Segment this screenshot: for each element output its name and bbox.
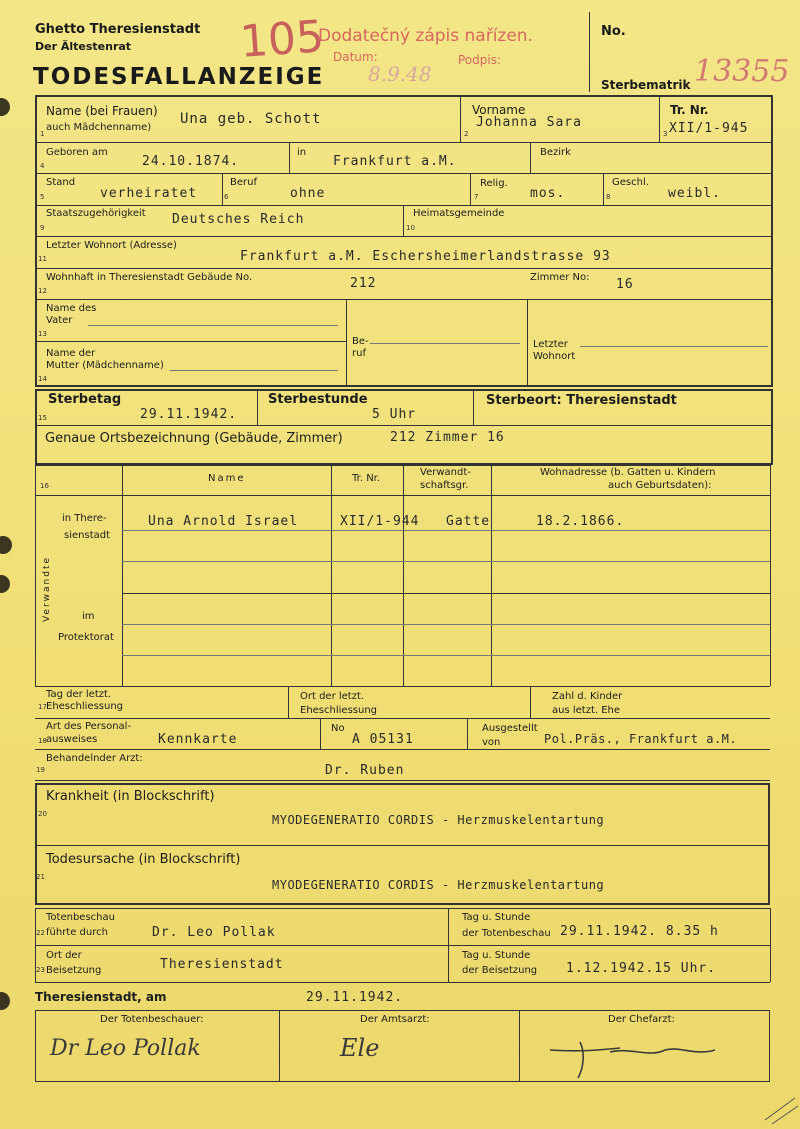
- ausgestellt-label-1: Ausgestellt: [482, 723, 538, 734]
- stamp-main: Dodatečný zápis nařízen.: [318, 26, 533, 46]
- mutter-label-2: Mutter (Mädchenname): [46, 360, 164, 371]
- amtsarzt-signature: Ele: [340, 1034, 380, 1062]
- trnr-label: Tr. Nr.: [670, 103, 709, 117]
- art-label-1: Art des Personal-: [46, 721, 132, 732]
- relatives-verwandt-header-2: schaftsgr.: [420, 480, 469, 491]
- wohnort-value: Frankfurt a.M. Eschersheimerlandstrasse 93: [240, 249, 611, 264]
- relatives-adresse-header-1: Wohnadresse (b. Gatten u. Kindern: [540, 467, 716, 478]
- relatives-adresse-header-2: auch Geburtsdaten):: [608, 480, 712, 491]
- beruf2-label-2: ruf: [352, 348, 366, 359]
- stamp-date-handwritten: 8.9.48: [368, 62, 432, 86]
- stand-label: Stand: [46, 177, 76, 188]
- art-label-2: ausweises: [46, 734, 98, 745]
- beschau-tag-label-1: Tag u. Stunde: [462, 912, 531, 923]
- sterbestunde-label: Sterbestunde: [268, 392, 368, 407]
- in-theresienstadt-label-1: in There-: [62, 513, 107, 524]
- ghetto-title: Ghetto Theresienstadt: [35, 22, 201, 37]
- beisetzung-ort-label-1: Ort der: [46, 950, 82, 961]
- heimat-label: Heimatsgemeinde: [413, 208, 505, 219]
- punch-hole-bottom: [0, 992, 10, 1010]
- staats-label: Staatszugehörigkeit: [46, 208, 146, 219]
- header-divider: [589, 12, 590, 92]
- punch-hole-top: [0, 98, 10, 116]
- punch-hole-lower: [0, 575, 10, 593]
- relig-value: mos.: [530, 186, 566, 201]
- punch-hole-middle: [0, 536, 12, 554]
- sterbetag-value: 29.11.1942.: [140, 407, 238, 422]
- geboren-label: Geboren am: [46, 147, 108, 158]
- zimmer-value: 16: [616, 277, 634, 292]
- staats-value: Deutsches Reich: [172, 212, 305, 227]
- sterbetag-label: Sterbetag: [48, 392, 122, 407]
- relig-label: Relig.: [480, 178, 508, 189]
- ursache-label: Todesursache (in Blockschrift): [46, 852, 241, 867]
- wohnhaft-label: Wohnhaft in Theresienstadt Gebäude No.: [46, 272, 253, 283]
- mutter-label-1: Name der: [46, 348, 96, 359]
- sterbematrik-value: 13355: [694, 54, 790, 89]
- vorname-value: Johanna Sara: [476, 115, 582, 130]
- in-label: in: [297, 147, 307, 158]
- id-no-label: No: [331, 723, 345, 734]
- stamp-number: 105: [238, 11, 326, 68]
- beschau-tag-label-2: der Totenbeschau: [462, 928, 551, 939]
- bezirk-label: Bezirk: [540, 147, 571, 158]
- vater-label-2: Vater: [46, 315, 73, 326]
- beschau-label-1: Totenbeschau: [46, 912, 115, 923]
- beschau-label-2: führte durch: [46, 927, 108, 938]
- stand-value: verheiratet: [100, 186, 198, 201]
- place-date-label: Theresienstadt, am: [35, 990, 167, 1004]
- place-date-value: 29.11.1942.: [306, 990, 404, 1005]
- marriage-kinder-label-2: aus letzt. Ehe: [552, 705, 621, 716]
- totenbeschauer-signature: Dr Leo Pollak: [50, 1036, 201, 1061]
- relatives-trnr-header: Tr. Nr.: [352, 473, 381, 484]
- totenbeschauer-label: Der Totenbeschauer:: [100, 1014, 204, 1025]
- beisetzung-tag-value: 1.12.1942.15 Uhr.: [566, 961, 717, 976]
- geschl-value: weibl.: [668, 186, 721, 201]
- marriage-ort-label-1: Ort der letzt.: [300, 691, 365, 702]
- amtsarzt-label: Der Amtsarzt:: [360, 1014, 430, 1025]
- relatives-name-header: Name: [208, 473, 246, 484]
- name-label: Name (bei Frauen): [46, 104, 158, 118]
- beisetzung-ort-label-2: Beisetzung: [46, 965, 102, 976]
- relatives-verwandt-header-1: Verwandt-: [420, 467, 471, 478]
- arzt-label: Behandelnder Arzt:: [46, 753, 143, 764]
- in-theresienstadt-label-2: sienstadt: [64, 530, 111, 541]
- chefarzt-signature: [540, 1032, 730, 1082]
- marriage-tag-label-1: Tag der letzt.: [46, 689, 112, 700]
- beisetzung-tag-label-2: der Beisetzung: [462, 965, 538, 976]
- corner-fold-mark: [760, 1090, 800, 1129]
- vorname-label: Vorname: [472, 103, 526, 117]
- vater-label-1: Name des: [46, 303, 97, 314]
- form-title: TODESFALLANZEIGE: [33, 64, 325, 90]
- name-sublabel: auch Mädchenname): [46, 122, 152, 133]
- sterbeort-label: Sterbeort: Theresienstadt: [486, 393, 677, 408]
- beisetzung-tag-label-1: Tag u. Stunde: [462, 950, 531, 961]
- beruf2-label-1: Be-: [352, 336, 369, 347]
- beruf-value: ohne: [290, 186, 326, 201]
- beruf-label: Beruf: [230, 177, 257, 188]
- krankheit-value: MYODEGENERATIO CORDIS - Herzmuskelentartung: [272, 813, 605, 827]
- geboren-value: 24.10.1874.: [142, 154, 240, 169]
- beschau-tag-value: 29.11.1942. 8.35 h: [560, 924, 719, 939]
- stamp-datum: Datum:: [333, 50, 378, 64]
- death-notice-form: Ghetto Theresienstadt Der Ältestenrat TODESFALLANZEIGE 105 Dodatečný zápis nařízen. Datum: 8.9.48 Podpis: No. Sterbematrik 13355 Name (bei Frauen) auch Mädchenname) 1 Una geb. Schott Vorname 2 Johanna Sara Tr. Nr. 3 XII/1-945 Geboren am 4 24.10.1874. in Frankfurt a.M. Bezirk Stand 5 verheiratet Beruf 6 ohne Relig. 7 mos. Geschl. 8 weibl. Staatszugehörigkeit 9 Deutsches Reich Heimatsgemeinde 10 Letzter Wohnort (Adresse) 11 Frankfurt a.M. Eschersheimerlandstrasse 93 Wohnhaft in Theresienstadt Gebäude No. 12 212 Zimmer No: 16 Name des Vater 13 Name der Mutter (Mädchenname) 14 Be- ruf Letzter Wohnort Sterbetag 15 29.11.1942. Sterbestunde 5 Uhr Sterbeort: Theresienstadt Genaue Ortsbezeichnung (Gebäude, Zimmer) 212 Zimmer 16 16 Name Tr. Nr. Verwandt- schaftsgr. Wohnadresse (b. Gatten u. Kindern auch Geburtsdaten): Verwandte in There- sienstadt im Protektorat Una Arnold Israel XII/1-944 Gatte 18.2.1866. Tag der letzt. Eheschliessung 17 Ort der letzt. Eheschliessung Zahl d. Kinder aus letzt. Ehe Art des Personal- ausweises 18 Kennkarte No A 05131 Ausgestellt von Pol.Präs., Frankfurt a.M. Behandelnder Arzt: 19 Dr. Ruben Krankheit (in Blockschrift) 20 MYODEGENERATIO CORDIS - Herzmuskelentartung Todesursache (in Blockschrift) 21 MYODEGENERATIO CORDIS - Herzmuskelentartung Totenbeschau führte durch 22 Dr. Leo Pollak Tag u. Stunde der Totenbeschau 29.11.1942. 8.35 h Ort der Beisetzung 23 Theresienstadt Tag u. Stunde der Beisetzung 1.12.1942.15 Uhr. Theresienstadt, am 29.11.1942. Der Totenbeschauer: Der Amtsarzt: Der Chefarzt: Dr Leo Pollak Ele: [0, 0, 800, 1129]
- relative-name: Una Arnold Israel: [148, 514, 299, 529]
- marriage-ort-label-2: Eheschliessung: [300, 705, 378, 716]
- wohnort-label: Letzter Wohnort (Adresse): [46, 240, 177, 251]
- arzt-value: Dr. Ruben: [325, 763, 405, 778]
- marriage-kinder-label-1: Zahl d. Kinder: [552, 691, 623, 702]
- art-value: Kennkarte: [158, 732, 238, 747]
- id-no-value: A 05131: [352, 732, 414, 747]
- chefarzt-label: Der Chefarzt:: [608, 1014, 675, 1025]
- relative-trnr: XII/1-944: [340, 514, 420, 529]
- letzter-label-1: Letzter: [533, 339, 568, 350]
- sterbestunde-value: 5 Uhr: [372, 407, 417, 422]
- trnr-value: XII/1-945: [669, 121, 749, 136]
- relative-adresse: 18.2.1866.: [536, 514, 625, 529]
- ortsbez-value: 212 Zimmer 16: [390, 430, 505, 445]
- krankheit-label: Krankheit (in Blockschrift): [46, 789, 215, 804]
- name-value: Una geb. Schott: [180, 111, 322, 127]
- wohnhaft-value: 212: [350, 276, 377, 291]
- im-protektorat-label-2: Protektorat: [58, 632, 114, 643]
- in-value: Frankfurt a.M.: [333, 154, 457, 169]
- beschau-value: Dr. Leo Pollak: [152, 925, 276, 940]
- beisetzung-ort-value: Theresienstadt: [160, 957, 284, 972]
- council-title: Der Ältestenrat: [35, 40, 132, 53]
- stamp-podpis: Podpis:: [458, 53, 502, 67]
- sterbematrik-label: Sterbematrik: [601, 78, 691, 92]
- marriage-tag-label-2: Eheschliessung: [46, 701, 124, 712]
- im-protektorat-label-1: im: [82, 611, 95, 622]
- no-label: No.: [601, 24, 626, 39]
- zimmer-label: Zimmer No:: [530, 272, 590, 283]
- ursache-value: MYODEGENERATIO CORDIS - Herzmuskelentartung: [272, 878, 605, 892]
- letzter-label-2: Wohnort: [533, 351, 576, 362]
- geschl-label: Geschl.: [612, 177, 649, 188]
- ausgestellt-value: Pol.Präs., Frankfurt a.M.: [544, 732, 738, 746]
- relative-verwandt: Gatte: [446, 514, 491, 529]
- relatives-side-label: Verwandte: [42, 555, 53, 623]
- ortsbez-label: Genaue Ortsbezeichnung (Gebäude, Zimmer): [45, 431, 343, 446]
- ausgestellt-label-2: von: [482, 737, 501, 748]
